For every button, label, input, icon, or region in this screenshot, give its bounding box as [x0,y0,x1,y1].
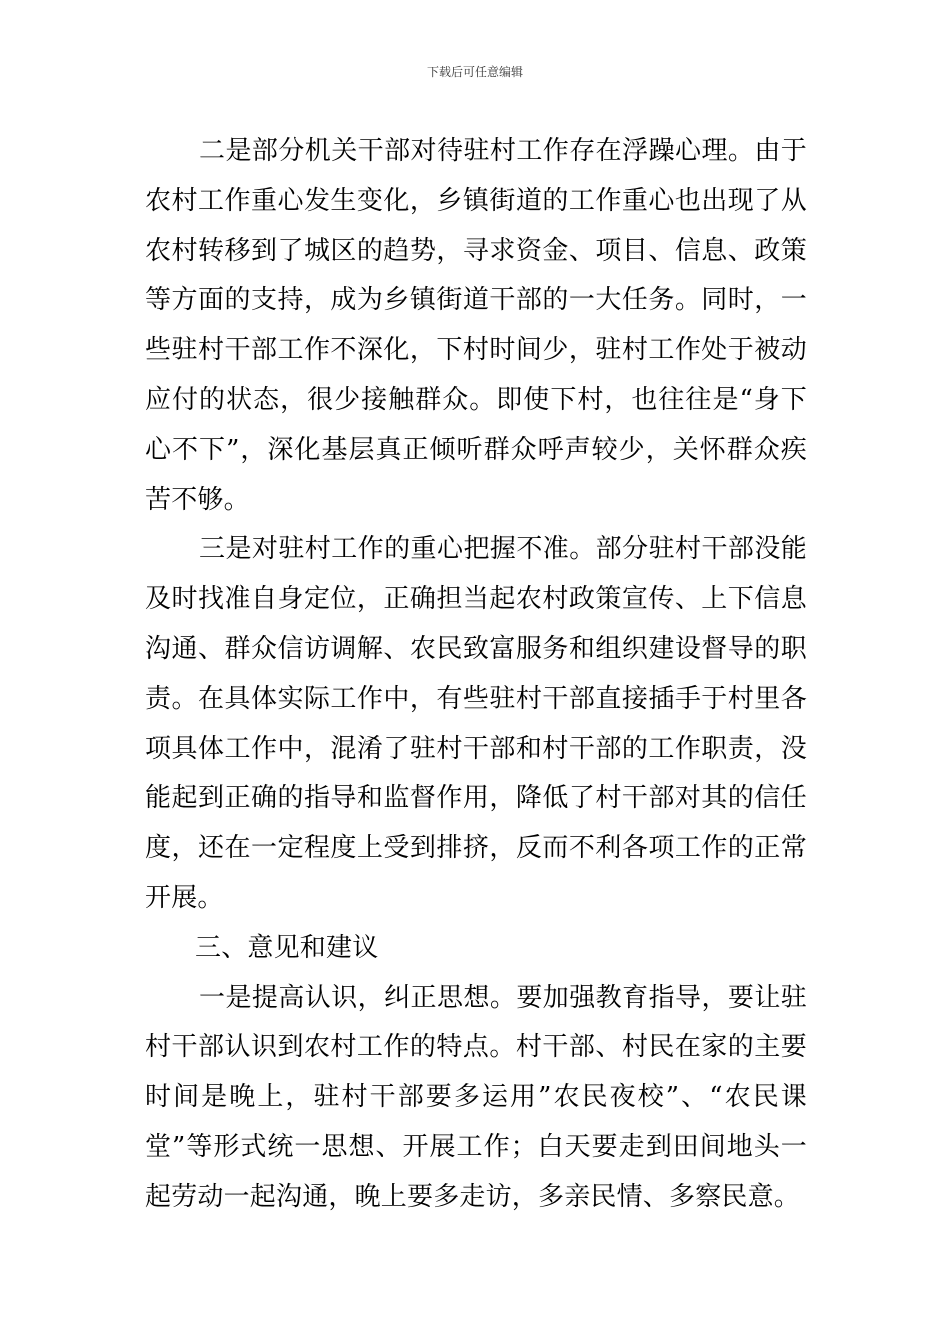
section-heading-suggestions: 三、意见和建议 [195,932,379,963]
document-body [145,127,807,1223]
page-header: 下载后可任意编辑 [426,65,523,79]
paragraph-3-problem: 三是对驻村工作的重心把握不准。部分驻村干部没能及时找准自身定位，正确担当起农村政策宣传、上下信息沟通、群众信访调解、农民致富服务和组织建设督导的职责。在具体实际工作中，有些驻村干部直接插手于村里各项具体工作中，混淆了驻村干部和村干部的工作职责，没能起到正确的指导和监督作用，降低了村干部对其的信任度，还在一定程度上受到排挤，反而不利各项工作的正常开展。 [145,534,807,913]
paragraph-2-problem: 二是部分机关干部对待驻村工作存在浮躁心理。由于农村工作重心发生变化，乡镇街道的工作重心也出现了从农村转移到了城区的趋势，寻求资金、项目、信息、政策等方面的支持，成为乡镇街道干部的一大任务。同时，一些驻村干部工作不深化，下村时间少，驻村工作处于被动应付的状态，很少接触群众。即使下村，也往往是“身下心不下”，深化基层真正倾听群众呼声较少，关怀群众疾苦不够。 [145,136,807,515]
paragraph-1-suggestion: 一是提高认识，纠正思想。要加强教育指导，要让驻村干部认识到农村工作的特点。村干部、村民在家的主要时间是晚上，驻村干部要多运用”农民夜校”、“农民课堂”等形式统一思想、开展工作；白天要走到田间地头一起劳动一起沟通，晚上要多走访，多亲民情、多察民意。 [145,982,807,1212]
